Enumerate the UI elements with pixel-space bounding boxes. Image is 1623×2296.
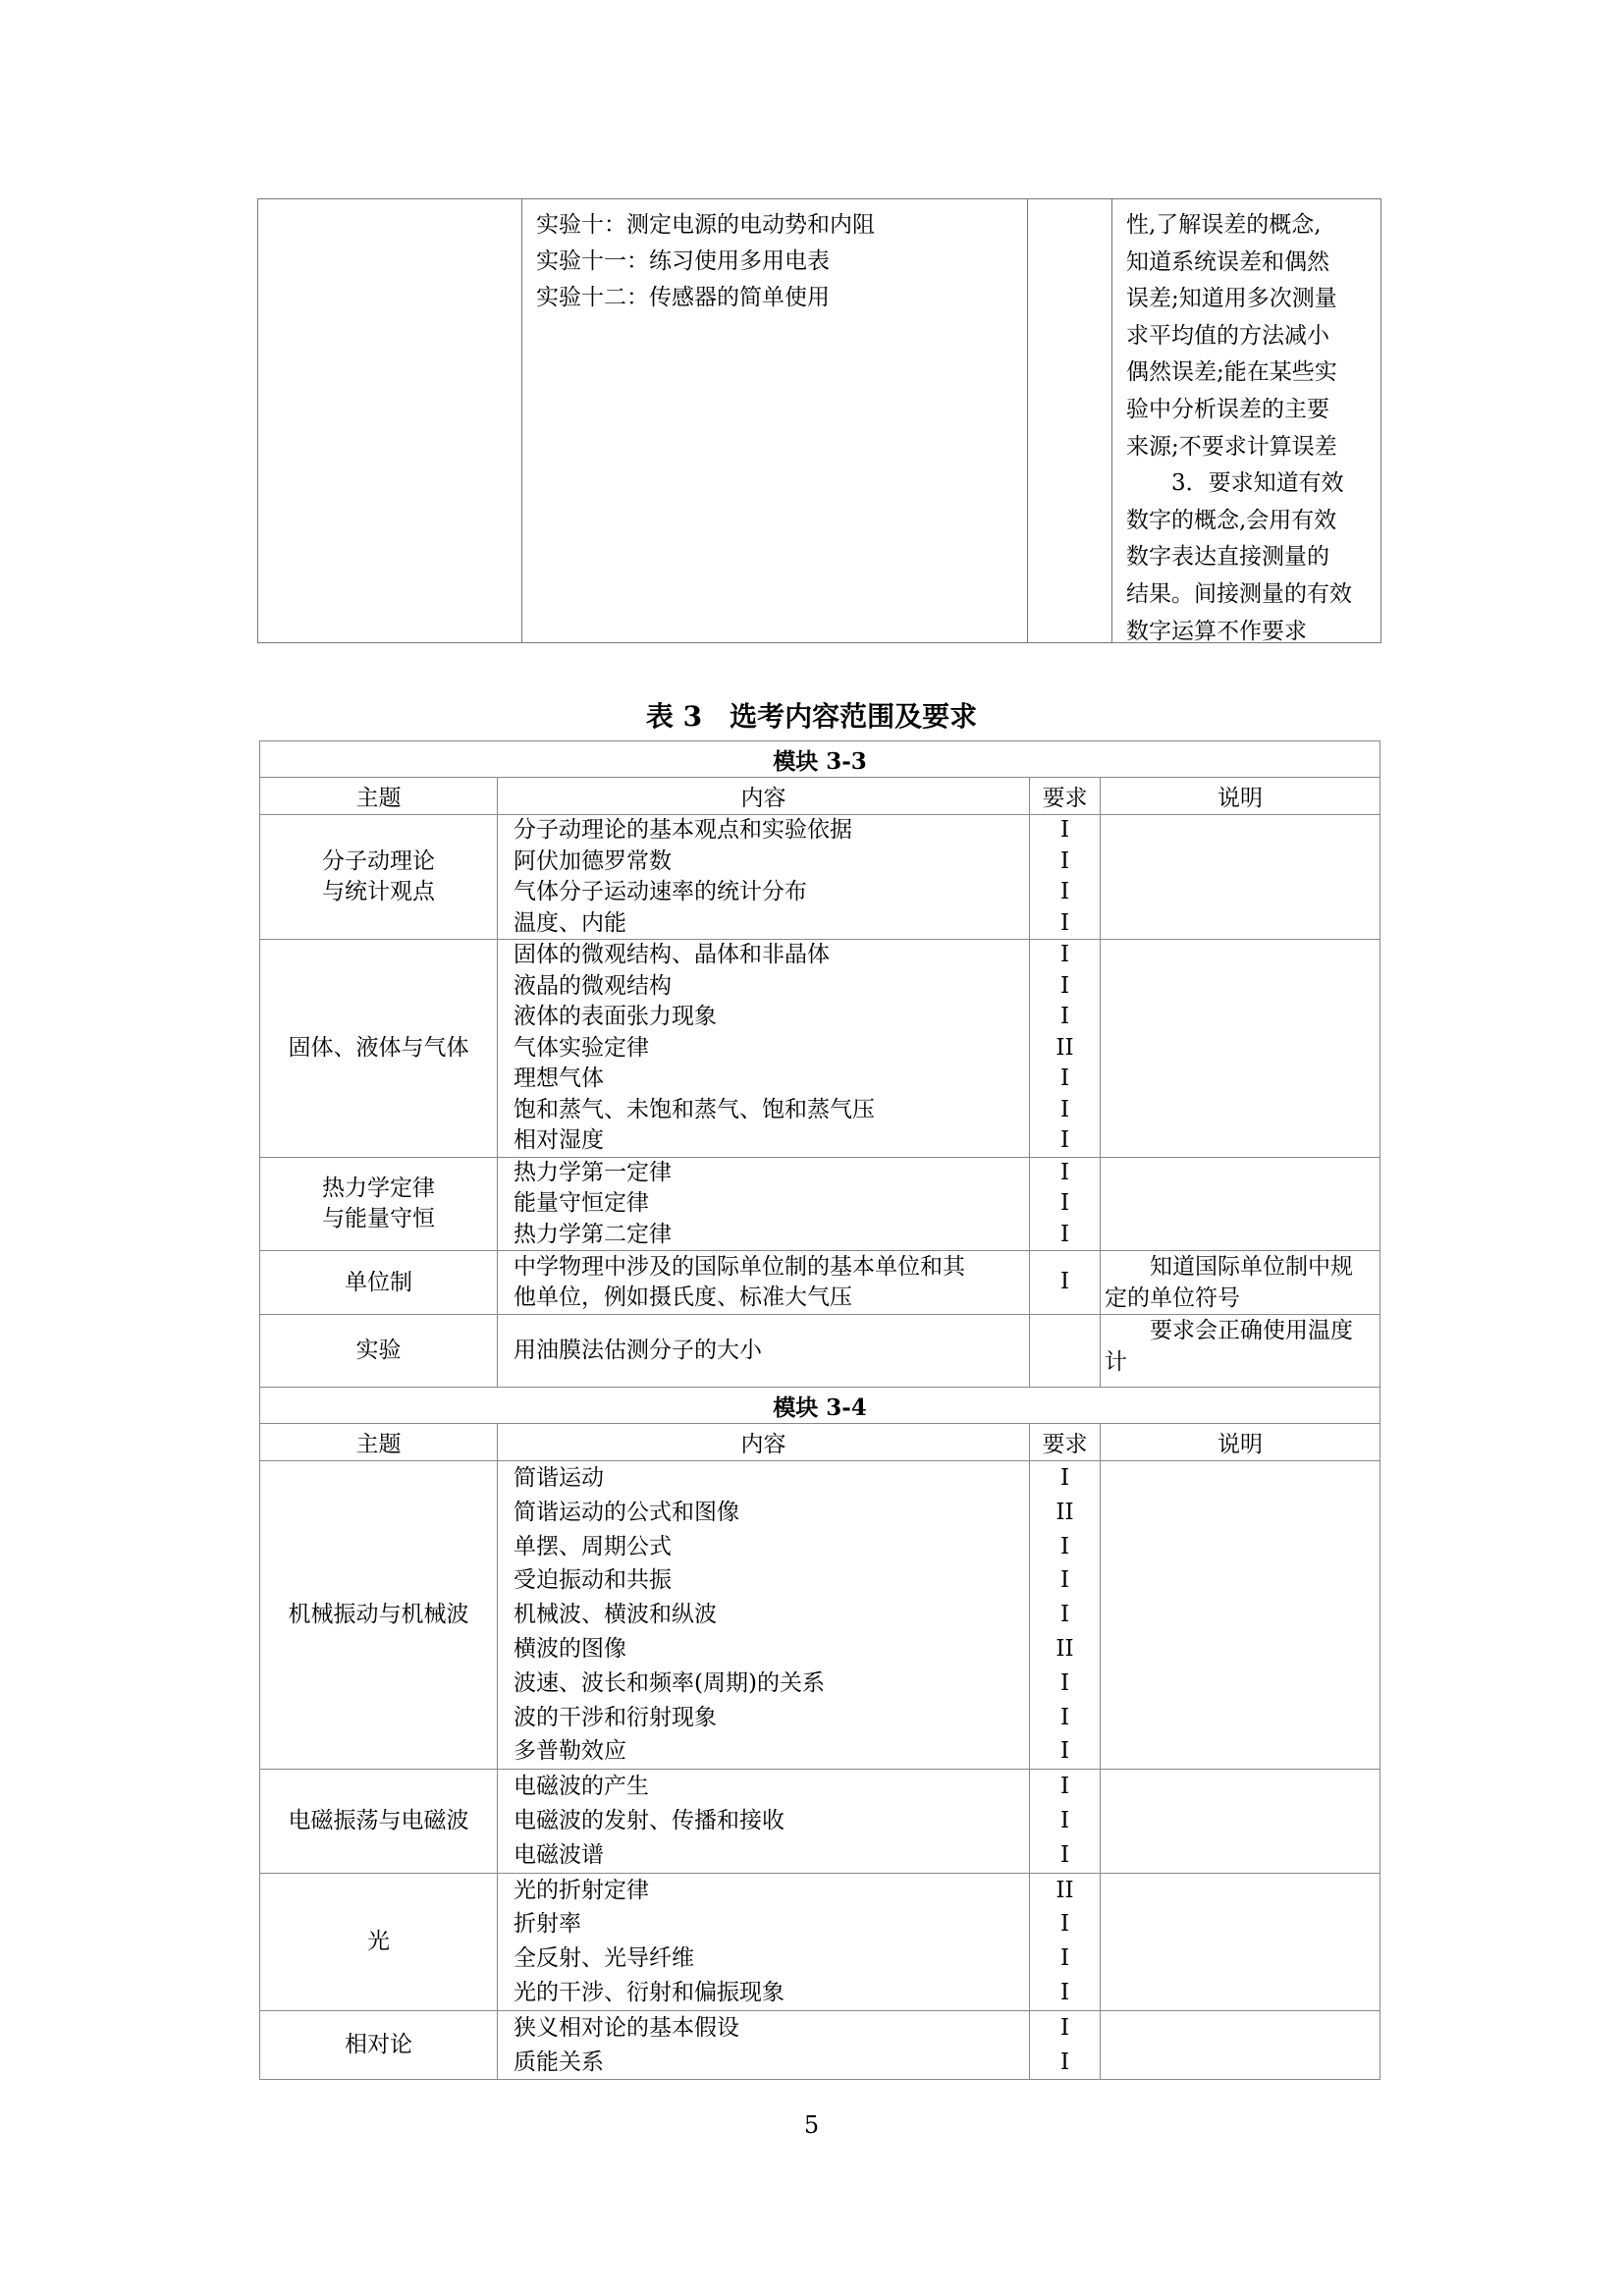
requirement-level: I <box>1059 1669 1070 1696</box>
note-cell <box>1101 1157 1380 1251</box>
table-row <box>260 1873 1380 2010</box>
note-line: 偶然误差;能在某些实 <box>1126 359 1337 386</box>
content-item: 质能关系 <box>514 2049 604 2075</box>
content-item: 相对湿度 <box>514 1127 604 1153</box>
module-header-row <box>260 1388 1380 1424</box>
content-item: 能量守恒定律 <box>514 1190 649 1216</box>
table-row <box>260 940 1380 1158</box>
requirement-level: I <box>1059 1269 1070 1295</box>
note-line: 验中分析误差的主要 <box>1126 396 1329 422</box>
table-row <box>260 1770 1380 1873</box>
topic-text: 相对论 <box>345 2032 412 2058</box>
table-row <box>260 815 1380 940</box>
topic-cell <box>260 1770 498 1873</box>
page-number: 5 <box>803 2111 820 2139</box>
requirement-level: I <box>1059 817 1070 843</box>
requirement-level: I <box>1059 1465 1070 1491</box>
content-cell <box>498 1770 1030 1873</box>
column-header-topic: 主题 <box>260 778 498 815</box>
requirement-level: I <box>1059 1807 1070 1833</box>
requirement-level: I <box>1059 1221 1070 1247</box>
requirement-cell <box>1030 1157 1101 1251</box>
content-cell <box>498 1251 1030 1315</box>
requirement-level: I <box>1059 1567 1070 1594</box>
content-item: 波的干涉和衍射现象 <box>514 1704 717 1730</box>
topic-cell <box>260 815 498 940</box>
note-text: 定的单位符号 <box>1105 1285 1240 1311</box>
requirement-level <box>1030 1336 1100 1367</box>
requirement-level: I <box>1059 847 1070 874</box>
topic-text: 与统计观点 <box>322 879 435 904</box>
note-line: 知道系统误差和偶然 <box>1126 248 1329 275</box>
requirement-level: I <box>1059 2014 1070 2041</box>
column-header-content: 内容 <box>498 778 1030 815</box>
requirement-level: I <box>1059 1738 1070 1765</box>
topic-cell <box>260 2010 498 2080</box>
note-line: 3．要求知道有效 <box>1171 470 1344 497</box>
column-header-note: 说明 <box>1101 1424 1380 1461</box>
column-header-topic: 主题 <box>260 1424 498 1461</box>
requirement-level: I <box>1059 1945 1070 1972</box>
content-cell <box>498 815 1030 940</box>
content-cell <box>498 1461 1030 1770</box>
experiment-note <box>1126 207 1378 650</box>
topic-text: 与能量守恒 <box>322 1205 435 1231</box>
content-item: 中学物理中涉及的国际单位制的基本单位和其 <box>514 1253 965 1280</box>
content-cell <box>498 1157 1030 1251</box>
column-divider <box>521 199 522 642</box>
content-item: 单摆、周期公式 <box>514 1533 672 1559</box>
requirement-level: I <box>1059 1127 1070 1153</box>
topic-cell <box>260 1251 498 1315</box>
content-item: 液晶的微观结构 <box>514 972 672 999</box>
elective-content-table <box>259 740 1380 2080</box>
requirement-level: I <box>1059 1190 1070 1216</box>
requirement-level: I <box>1059 909 1070 936</box>
content-item: 折射率 <box>514 1911 581 1938</box>
experiment-item: 实验十：测定电源的电动势和内阻 <box>536 212 875 238</box>
topic-text: 电磁振荡与电磁波 <box>288 1807 469 1833</box>
requirement-level: II <box>1055 1034 1074 1061</box>
content-item: 液体的表面张力现象 <box>514 1004 717 1029</box>
note-text: 知道国际单位制中规 <box>1150 1254 1353 1280</box>
content-item: 简谐运动 <box>514 1465 604 1491</box>
requirement-cell <box>1030 815 1101 940</box>
experiment-list <box>536 207 875 316</box>
requirement-cell <box>1030 940 1101 1158</box>
topic-cell <box>260 1315 498 1388</box>
column-divider <box>1111 199 1112 642</box>
table-row <box>260 1251 1380 1315</box>
requirement-level: I <box>1059 1096 1070 1122</box>
note-line: 来源;不要求计算误差 <box>1126 433 1337 460</box>
requirement-level: I <box>1059 1533 1070 1559</box>
content-item: 机械波、横波和纵波 <box>514 1602 717 1628</box>
column-header-note: 说明 <box>1101 778 1380 815</box>
topic-text: 固体、液体与气体 <box>288 1034 469 1061</box>
note-line: 数字的概念,会用有效 <box>1126 507 1337 533</box>
table-row <box>260 1157 1380 1251</box>
content-item: 光的干涉、衍射和偏振现象 <box>514 1979 784 2005</box>
column-header-req: 要求 <box>1030 1424 1101 1461</box>
note-line: 数字表达直接测量的 <box>1126 544 1329 571</box>
content-item: 阿伏加德罗常数 <box>514 847 672 874</box>
note-cell <box>1101 1251 1380 1315</box>
requirement-level: I <box>1059 1159 1070 1185</box>
content-cell <box>498 940 1030 1158</box>
requirement-level: I <box>1059 942 1070 967</box>
content-cell <box>498 1315 1030 1388</box>
content-item: 热力学第二定律 <box>514 1221 672 1247</box>
content-item: 简谐运动的公式和图像 <box>514 1499 739 1525</box>
module-header-row <box>260 741 1380 778</box>
content-item: 全反射、光导纤维 <box>514 1945 694 1972</box>
content-item: 固体的微观结构、晶体和非晶体 <box>514 942 830 967</box>
experiment-item: 实验十一：练习使用多用电表 <box>536 248 830 274</box>
topic-text: 实验 <box>355 1338 402 1363</box>
requirement-level: I <box>1059 1979 1070 2005</box>
requirement-level: I <box>1059 972 1070 999</box>
module-name: 模块 3-4 <box>260 1388 1380 1424</box>
content-item: 狭义相对论的基本假设 <box>514 2014 739 2041</box>
requirement-cell <box>1030 1770 1101 1873</box>
note-line: 误差;知道用多次测量 <box>1126 286 1337 312</box>
content-item: 饱和蒸气、未饱和蒸气、饱和蒸气压 <box>514 1096 875 1122</box>
requirement-level: I <box>1059 879 1070 904</box>
note-cell <box>1101 815 1380 940</box>
content-item: 用油膜法估测分子的大小 <box>514 1337 762 1363</box>
table-title: 表 3 选考内容范围及要求 <box>645 700 978 733</box>
requirement-level: I <box>1059 1602 1070 1628</box>
topic-text: 分子动理论 <box>322 848 435 874</box>
requirement-level: I <box>1059 1841 1070 1868</box>
requirement-cell <box>1030 1251 1101 1315</box>
note-line: 求平均值的方法减小 <box>1126 322 1329 349</box>
content-item: 光的折射定律 <box>514 1877 649 1903</box>
column-header-row <box>260 1424 1380 1461</box>
requirement-level: I <box>1059 1704 1070 1730</box>
content-item: 电磁波的发射、传播和接收 <box>514 1807 784 1833</box>
content-cell <box>498 1873 1030 2010</box>
content-cell <box>498 2010 1030 2080</box>
note-cell <box>1101 2010 1380 2080</box>
content-item: 他单位，例如摄氏度、标准大气压 <box>514 1285 852 1310</box>
requirement-level: I <box>1059 1911 1070 1938</box>
table-row <box>260 1461 1380 1770</box>
requirement-level: I <box>1059 1066 1070 1091</box>
topic-cell <box>260 940 498 1158</box>
table-row <box>260 1315 1380 1388</box>
requirement-cell <box>1030 2010 1101 2080</box>
column-divider <box>1027 199 1028 642</box>
content-item: 电磁波的产生 <box>514 1774 649 1800</box>
note-cell <box>1101 1315 1380 1388</box>
note-text: 计 <box>1105 1349 1127 1375</box>
column-header-content: 内容 <box>498 1424 1030 1461</box>
requirement-level: I <box>1059 1774 1070 1800</box>
table-row <box>260 2010 1380 2080</box>
experiment-table-continuation <box>257 198 1381 643</box>
content-item: 横波的图像 <box>514 1635 626 1662</box>
topic-cell <box>260 1157 498 1251</box>
requirement-level: I <box>1059 1004 1070 1029</box>
note-cell <box>1101 1461 1380 1770</box>
requirement-level: I <box>1059 2049 1070 2075</box>
note-cell <box>1101 1770 1380 1873</box>
requirement-cell <box>1030 1873 1101 2010</box>
topic-text: 单位制 <box>345 1269 412 1295</box>
requirement-cell <box>1030 1315 1101 1388</box>
content-item: 理想气体 <box>514 1066 604 1091</box>
column-header-row <box>260 778 1380 815</box>
topic-cell <box>260 1873 498 2010</box>
note-text: 要求会正确使用温度 <box>1150 1318 1353 1343</box>
module-name: 模块 3-3 <box>260 741 1380 778</box>
topic-cell <box>260 1461 498 1770</box>
content-item: 分子动理论的基本观点和实验依据 <box>514 817 852 843</box>
content-item: 波速、波长和频率(周期)的关系 <box>514 1669 825 1696</box>
note-line: 数字运算不作要求 <box>1126 618 1307 644</box>
topic-text: 机械振动与机械波 <box>288 1602 469 1628</box>
content-item: 电磁波谱 <box>514 1841 604 1868</box>
requirement-cell <box>1030 1461 1101 1770</box>
note-line: 结果。间接测量的有效 <box>1126 580 1352 607</box>
column-header-req: 要求 <box>1030 778 1101 815</box>
topic-text: 光 <box>367 1928 390 1954</box>
experiment-item: 实验十二：传感器的简单使用 <box>536 285 830 310</box>
table-body <box>260 741 1380 2080</box>
note-cell <box>1101 1873 1380 2010</box>
requirement-level: II <box>1055 1877 1074 1903</box>
content-item: 气体分子运动速率的统计分布 <box>514 879 807 904</box>
topic-text: 热力学定律 <box>322 1175 435 1201</box>
requirement-level: II <box>1055 1635 1074 1662</box>
requirement-level: II <box>1055 1499 1074 1525</box>
content-item: 受迫振动和共振 <box>514 1567 672 1594</box>
note-line: 性,了解误差的概念, <box>1126 212 1322 238</box>
content-item: 热力学第一定律 <box>514 1159 672 1185</box>
content-item: 多普勒效应 <box>514 1738 626 1765</box>
content-item: 温度、内能 <box>514 909 626 936</box>
note-cell <box>1101 940 1380 1158</box>
content-item: 气体实验定律 <box>514 1034 649 1061</box>
